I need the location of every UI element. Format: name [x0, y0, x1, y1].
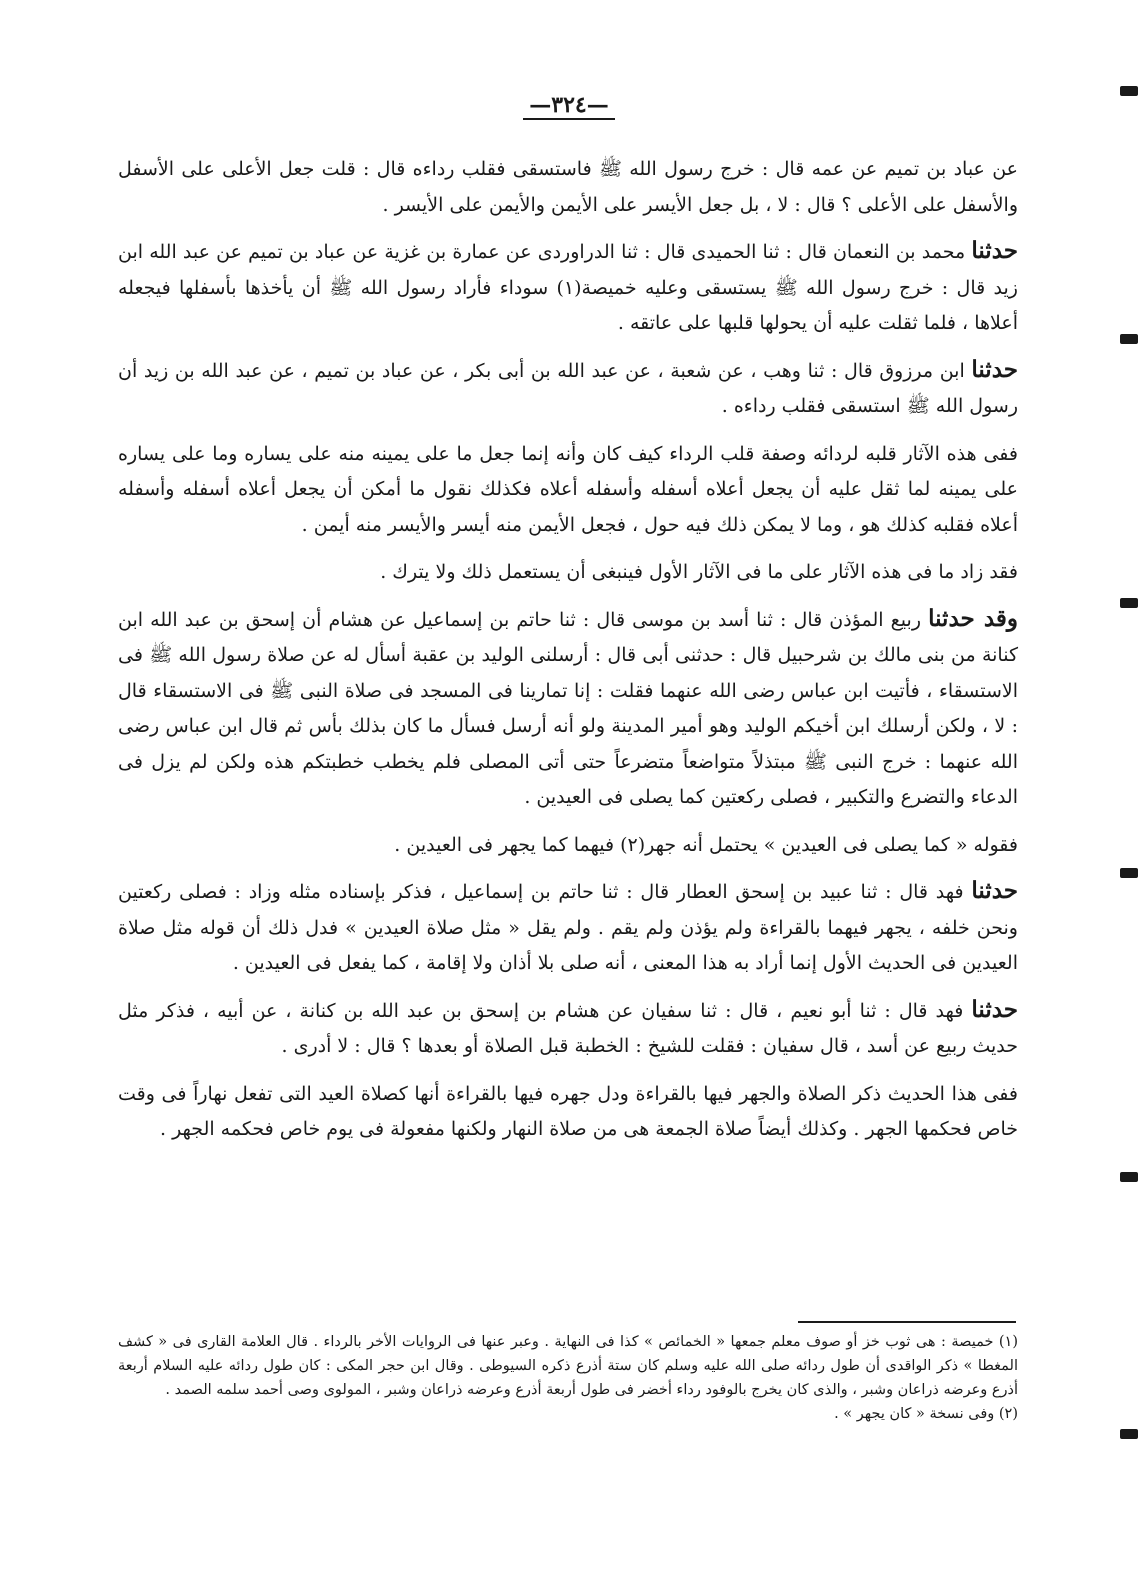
paragraph-text: ربيع المؤذن قال : ثنا أسد بن موسى قال : ثنا حاتم بن إسماعيل عن هشام أن إسحق بن عبد الله ابن كنانة من بنى مالك بن شرحبيل قال : حدثنى أبى قال : أرسلنى الوليد بن عقبة أسأل له عن صلاة رسول الله ﷺ فى الاستسقاء ، فأتيت ابن عباس رضى الله عنهما فقلت : إنا تمارينا فى المسجد فى صلاة النبى ﷺ فى الاستسقاء قال : لا ، ولكن أرسلك ابن أخيكم الوليد وهو أمير المدينة ولو أنه أرسل فسأل ما كان بذلك بأس ثم قال ابن عباس رضى الله عنهما : خرج النبى ﷺ مبتذلاً متواضعاً متضرعاً حتى أتى المصلى فلم يخطب خطبتكم هذه ولكن لم يزل فى الدعاء والتضرع والتكبير ، فصلى ركعتين كما يصلى فى العيدين .	[118, 608, 1018, 808]
edge-mark	[1120, 1429, 1138, 1439]
paragraph-text: فهد قال : ثنا أبو نعيم ، قال : ثنا سفيان عن هشام بن إسحق بن عبد الله بن كنانة ، عن أبيه ، فذكر مثل حديث ربيع عن أسد ، قال سفيان : فقلت للشيخ : الخطبة قبل الصلاة أو بعدها ؟ قال : لا أدرى .	[118, 999, 1018, 1057]
paragraph-10	[118, 1075, 1018, 1148]
hadith-lead: وقد حدثنا	[928, 604, 1018, 632]
paragraph-text: فقوله « كما يصلى فى العيدين » يحتمل أنه جهر(٢) فيهما كما يجهر فى العيدين .	[394, 833, 1018, 856]
footnote-2: (٢) وفى نسخة « كان يجهر » .	[834, 1406, 1018, 1422]
paragraph-1	[118, 150, 1018, 223]
hadith-lead: حدثنا	[971, 995, 1019, 1023]
footnote-divider	[798, 1321, 1016, 1323]
paragraph-9	[118, 992, 1018, 1065]
paragraph-2	[118, 233, 1018, 342]
paragraph-text: فهد قال : ثنا عبيد بن إسحق العطار قال : ثنا حاتم بن إسماعيل ، فذكر بإسناده مثله وزاد : فصلى ركعتين ونحن خلفه ، يجهر فيهما بالقراءة ولم يؤذن ولم يقم . ولم يقل « مثل صلاة العيدين » فدل ذلك أن قوله مثل صلاة العيدين فى الحديث الأول إنما أراد به هذا المعنى ، أنه صلى بلا أذان ولا إقامة ، كما يفعل فى العيدين .	[118, 881, 1018, 974]
paragraph-text: ابن مرزوق قال : ثنا وهب ، عن شعبة ، عن عبد الله بن أبى بكر ، عن عباد بن تميم ، عن عبد الله بن زيد أن رسول الله ﷺ استسقى فقلب رداءه .	[118, 359, 1018, 417]
page-number: —٣٢٤—	[0, 92, 1138, 118]
paragraph-5	[118, 553, 1018, 591]
edge-mark	[1120, 86, 1138, 96]
paragraph-7	[118, 826, 1018, 864]
paragraph-text: عن عباد بن تميم عن عمه قال : خرج رسول الله ﷺ فاستسقى فقلب رداءه قال : قلت جعل الأعلى على الأسفل والأسفل على الأعلى ؟ قال : لا ، بل جعل الأيسر على الأيمن والأيمن على الأيسر .	[118, 158, 1018, 216]
paragraph-text: فقد زاد ما فى هذه الآثار على ما فى الآثار الأول فينبغى أن يستعمل ذلك ولا يترك .	[380, 561, 1018, 583]
main-text	[118, 150, 1018, 1158]
paragraph-text: ففى هذا الحديث ذكر الصلاة والجهر فيها بالقراءة ودل جهره فيها بالقراءة أنها كصلاة العيد التى تفعل نهاراً فى وقت خاص فحكمها الجهر . وكذلك أيضاً صلاة الجمعة هى من صلاة النهار ولكنها مفعولة فى يوم خاص فحكمه الجهر .	[118, 1082, 1018, 1140]
paragraph-3	[118, 352, 1018, 425]
paragraph-text: محمد بن النعمان قال : ثنا الحميدى قال : ثنا الدراوردى عن عمارة بن غزية عن عباد بن تميم عن عبد الله ابن زيد قال : خرج رسول الله ﷺ يستسقى وعليه خميصة(١) سوداء فأراد رسول الله ﷺ أن يأخذها بأسفلها فيجعله أعلاها ، فلما ثقلت عليه أن يحولها قلبها على عاتقه .	[118, 241, 1018, 334]
paragraph-8	[118, 873, 1018, 982]
hadith-lead: حدثنا	[971, 877, 1018, 904]
edge-mark	[1120, 1172, 1138, 1182]
paragraph-text: ففى هذه الآثار قلبه لردائه وصفة قلب الرداء كيف كان وأنه إنما جعل ما على يمينه منه على يساره وما على يساره على يمينه لما ثقل عليه أن يجعل أعلاه أسفله وأسفله أعلاه فكذلك نقول ما أمكن أن يجعل أعلاه أسفله وأسفله أعلاه فقلبه كذلك هو ، وما لا يمكن ذلك فيه حول ، فجعل الأيمن منه أيسر والأيسر منه أيمن .	[118, 442, 1018, 536]
footnote-1: (١) خميصة : هى ثوب خز أو صوف معلم جمعها « الخمائص » كذا فى النهاية . وعبر عنها فى الروايات الأخر بالرداء . قال العلامة القارى فى « كشف المغطا » ذكر الواقدى أن طول ردائه صلى الله عليه وسلم كان ستة أذرع ذكره السيوطى . وقال ابن حجر المكى : كان طول ردائه عليه السلام أربعة أذرع وعرضه ذراعان وشبر ، والذى كان يخرج بالوفود رداء أخضر فى طول أربعة أذرع وعرضه ذراعان وشبر ، المولوى وصى أحمد سلمه الصمد .	[118, 1334, 1018, 1398]
paragraph-4	[118, 435, 1018, 544]
hadith-lead: حدثنا	[971, 237, 1018, 264]
hadith-lead: حدثنا	[971, 355, 1018, 383]
paragraph-6	[118, 601, 1018, 816]
edge-mark	[1120, 598, 1138, 608]
edge-mark	[1120, 334, 1138, 344]
edge-mark	[1120, 868, 1138, 878]
footnotes	[118, 1330, 1018, 1426]
